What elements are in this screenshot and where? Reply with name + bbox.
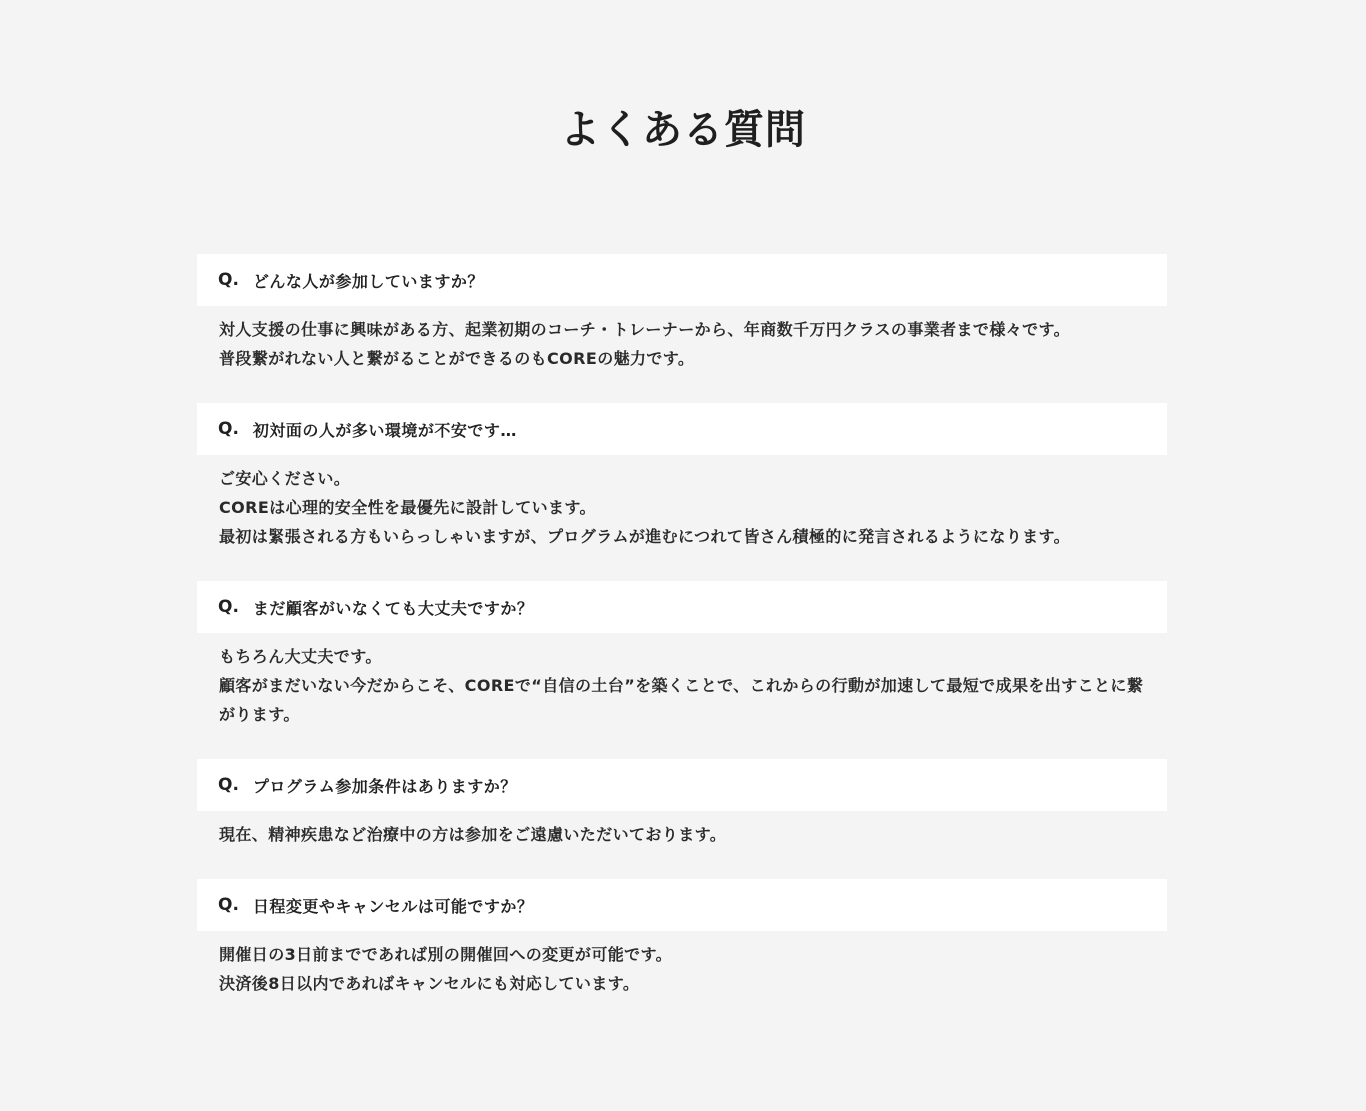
question-text: 初対面の人が多い環境が不安です… (252, 420, 517, 440)
faq-item (197, 759, 1167, 849)
faq-answer (197, 455, 1167, 551)
faq-item (197, 254, 1167, 373)
faq-question[interactable] (197, 403, 1167, 455)
faq-answer (197, 633, 1167, 729)
question-text: どんな人が参加していますか？ (252, 271, 484, 291)
faq-question[interactable] (197, 759, 1167, 811)
faq-answer (197, 306, 1167, 373)
faq-item (197, 581, 1167, 729)
question-text: まだ顧客がいなくても大丈夫ですか？ (252, 598, 534, 618)
question-text: 日程変更やキャンセルは可能ですか？ (252, 896, 534, 916)
faq-answer (197, 931, 1167, 998)
question-mark-label: Q. (218, 895, 239, 915)
answer-line: もちろん大丈夫です。 (219, 647, 382, 666)
question-mark-label: Q. (218, 775, 239, 795)
answer-line: ご安心ください。 (219, 469, 351, 488)
page-title: よくある質問 (560, 107, 806, 153)
answer-line: 対人支援の仕事に興味がある方、起業初期のコーチ・トレーナーから、年商数千万円クラスの事業者まで様々です。 (219, 320, 1071, 339)
question-mark-label: Q. (218, 419, 239, 439)
faq-answer (197, 811, 1167, 849)
answer-line: 顧客がまだいない今だからこそ、COREで“自信の土台”を築くことで、これからの行動が加速して最短で成果を出すことに繋がります。 (219, 676, 1144, 724)
question-mark-label: Q. (218, 270, 239, 290)
faq-question[interactable] (197, 879, 1167, 931)
faq-question[interactable] (197, 254, 1167, 306)
answer-line: 現在、精神疾患など治療中の方は参加をご遠慮いただいております。 (219, 825, 727, 844)
faq-item (197, 403, 1167, 551)
answer-line: 普段繋がれない人と繋がることができるのもCOREの魅力です。 (219, 349, 695, 368)
answer-line: 最初は緊張される方もいらっしゃいますが、プログラムが進むにつれて皆さん積極的に発言されるようになります。 (219, 527, 1071, 546)
question-mark-label: Q. (218, 597, 239, 617)
faq-item (197, 879, 1167, 998)
answer-line: 決済後8日以内であればキャンセルにも対応しています。 (219, 974, 640, 993)
answer-line: COREは心理的安全性を最優先に設計しています。 (219, 498, 596, 517)
faq-list (197, 254, 1167, 1028)
question-text: プログラム参加条件はありますか？ (252, 776, 517, 796)
faq-question[interactable] (197, 581, 1167, 633)
answer-line: 開催日の3日前までであれば別の開催回への変更が可能です。 (219, 945, 673, 964)
